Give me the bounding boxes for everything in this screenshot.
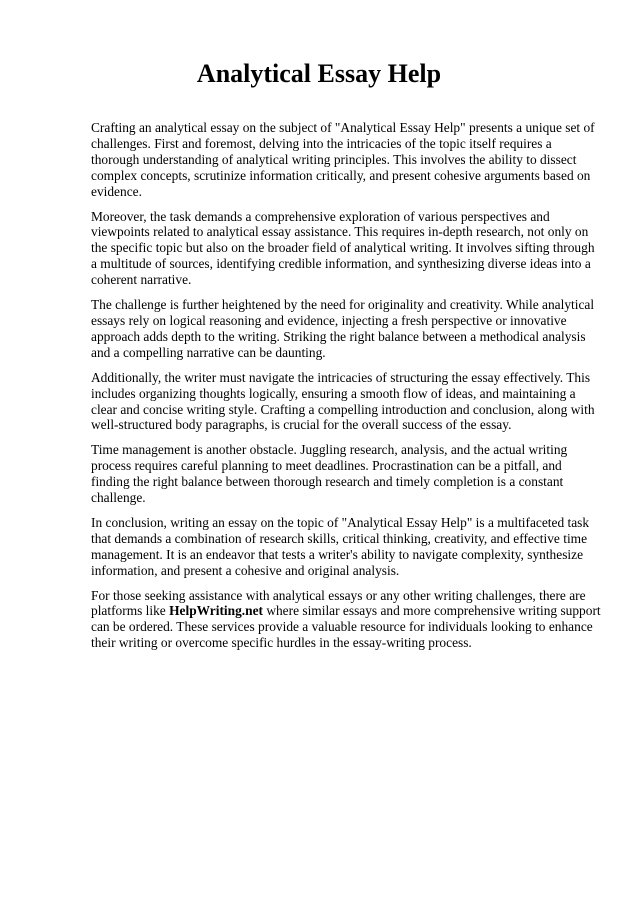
document-title: Analytical Essay Help	[196, 59, 442, 88]
paragraph-3: The challenge is further heightened by the need for originality and creativity. While analytical essays rely on logical reasoning and evidence, injecting a fresh perspective or innovative approach adds depth to the writing. Striking the right balance between a methodical analysis and a compelling narrative can be daunting.	[91, 297, 595, 360]
paragraph-6: In conclusion, writing an essay on the topic of "Analytical Essay Help" is a multifaceted task that demands a combination of research skills, critical thinking, creativity, and effective time management. It is an endeavor that tests a writer's ability to navigate complexity, synthesize information, and present a cohesive and original analysis.	[91, 514, 590, 578]
paragraph-7	[91, 588, 601, 652]
paragraph-2: Moreover, the task demands a comprehensive exploration of various perspectives and viewpoints related to analytical essay assistance. This requires in-depth research, not only on the specific topic but also on the broader field of analytical writing. It involves sifting through a multitude of sources, identifying credible information, and synthesizing diverse ideas into a coherent narrative.	[91, 208, 595, 288]
helpwriting-link[interactable]: HelpWriting.net	[169, 603, 263, 619]
paragraph-5: Time management is another obstacle. Juggling research, analysis, and the actual writing process requires careful planning to meet deadlines. Procrastination can be a pitfall, and finding the right balance between thorough research and timely completion is a constant challenge.	[91, 442, 568, 506]
paragraph-4: Additionally, the writer must navigate the intricacies of structuring the essay effectively. This includes organizing thoughts logically, ensuring a smooth flow of ideas, and maintaining a clear and concise writing style. Crafting a compelling introduction and conclusion, along with well-structured body paragraphs, is crucial for the overall success of the essay.	[91, 369, 595, 433]
paragraph-1: Crafting an analytical essay on the subject of "Analytical Essay Help" presents a unique set of challenges. First and foremost, delving into the intricacies of the topic itself requires a thorough understanding of analytical writing principles. This involves the ability to dissect complex concepts, scrutinize information critically, and present cohesive arguments based on evidence.	[91, 120, 595, 199]
paragraph-7-text-after-link: where similar essays and more comprehensive writing support can be ordered. These services provide a valuable resource for individuals looking to enhance their writing or overcome specific hurdles in the essay-writing process.	[91, 603, 601, 651]
paragraph-7-text-before-link: For those seeking assistance with analytical essays or any other writing challenges, there are platforms like	[91, 587, 586, 619]
document-body	[91, 120, 601, 660]
